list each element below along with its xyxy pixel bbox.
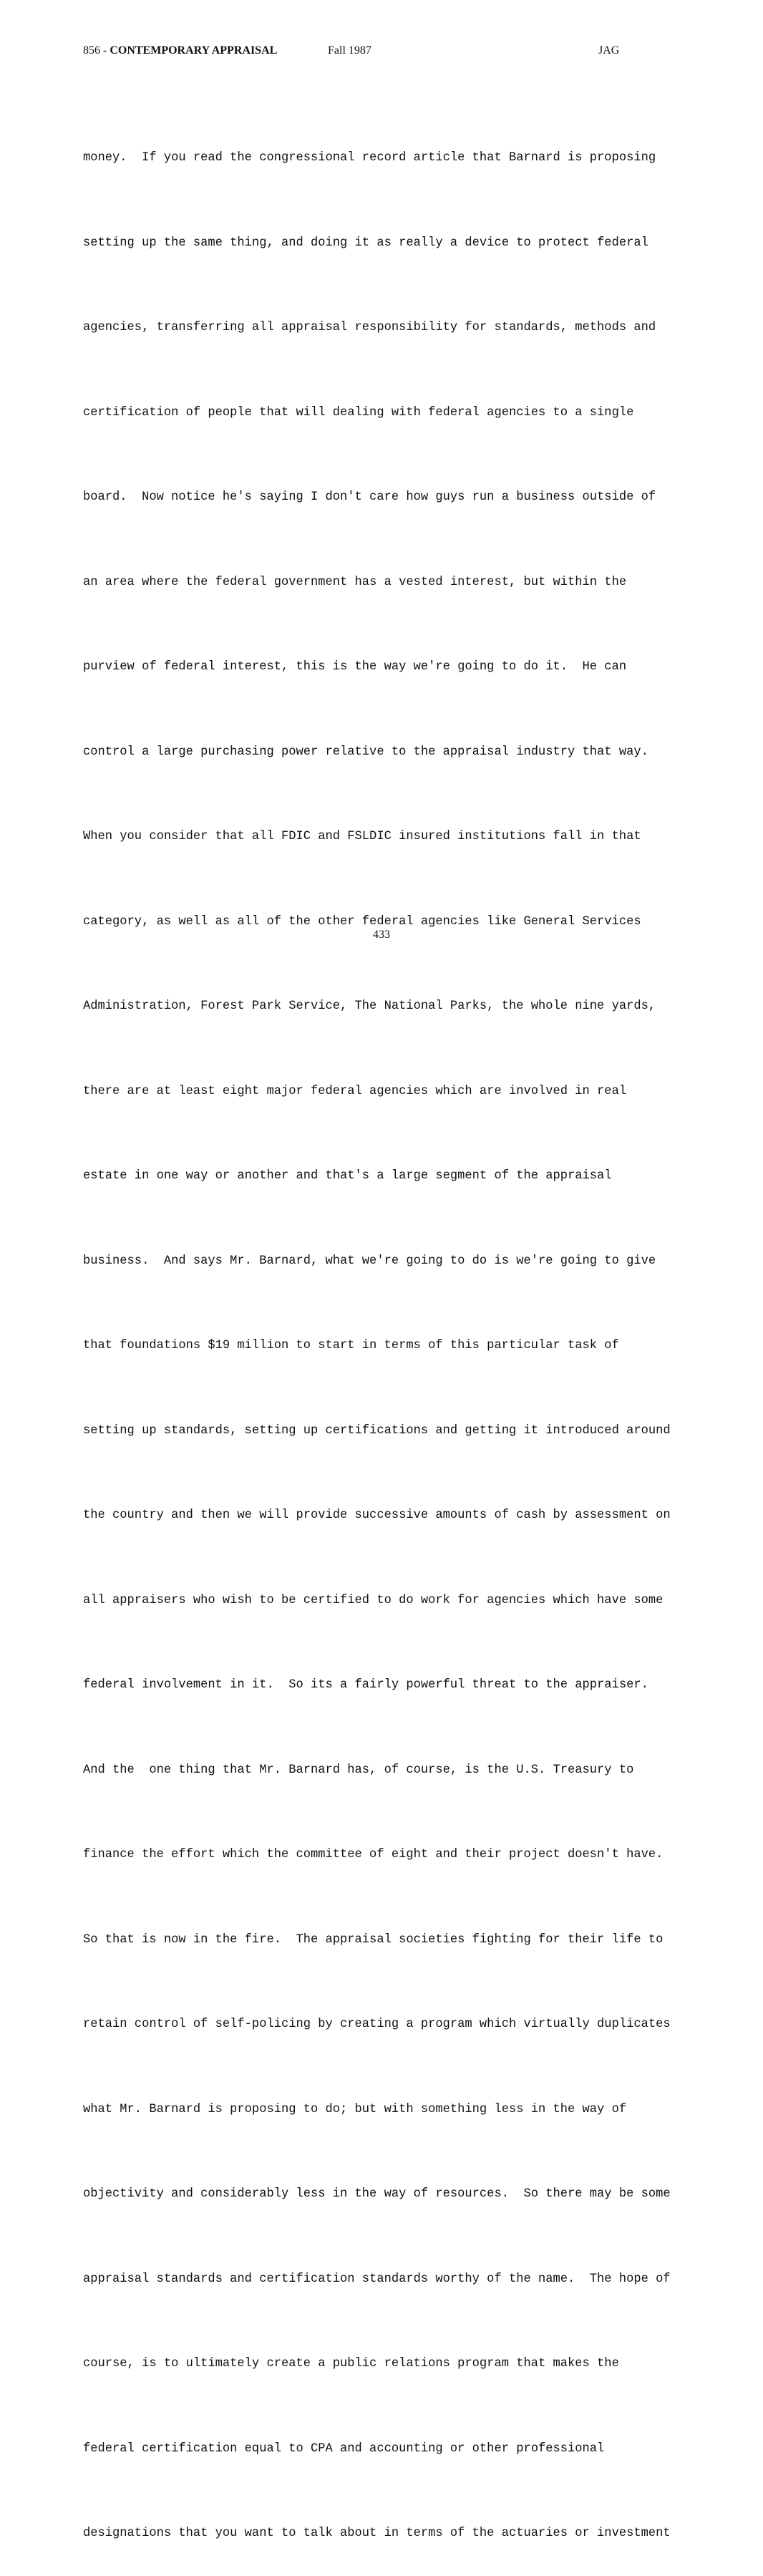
- text-line: agencies, transferring all appraisal responsibility for standards, methods and: [83, 321, 656, 334]
- text-line: there are at least eight major federal agencies which are involved in real: [83, 1084, 627, 1098]
- text-line: what Mr. Barnard is proposing to do; but with something less in the way of: [83, 2102, 627, 2116]
- text-line: business. And says Mr. Barnard, what we're going to do is we're going to give: [83, 1254, 656, 1268]
- running-header: [0, 44, 763, 62]
- text-line: finance the effort which the committee of eight and their project doesn't have.: [83, 1848, 664, 1861]
- header-season: Fall 1987: [328, 44, 371, 57]
- text-line: objectivity and considerably less in the way of resources. So there may be some: [83, 2187, 671, 2201]
- text-line: all appraisers who wish to be certified to do work for agencies which have some: [83, 1593, 664, 1607]
- header-publication-title: CONTEMPORARY APPRAISAL: [110, 44, 278, 57]
- text-line: purview of federal interest, this is the way we're going to do it. He can: [83, 660, 627, 674]
- text-line: certification of people that will dealing with federal agencies to a single: [83, 405, 634, 420]
- text-line: setting up the same thing, and doing it as really a device to protect federal: [83, 236, 648, 250]
- header-initials: JAG: [598, 44, 620, 57]
- text-line: course, is to ultimately create a public relations program that makes the: [83, 2357, 619, 2371]
- text-line: retain control of self-policing by creating a program which virtually duplicates: [83, 2018, 671, 2031]
- text-line: control a large purchasing power relative to the appraisal industry that way.: [83, 745, 648, 759]
- text-line: designations that you want to talk about in terms of the actuaries or investment: [83, 2527, 671, 2540]
- header-left: [83, 44, 277, 57]
- text-line: setting up standards, setting up certifications and getting it introduced around: [83, 1423, 671, 1438]
- text-line: an area where the federal government has a vested interest, but within the: [83, 575, 627, 589]
- text-line: And the one thing that Mr. Barnard has, of course, is the U.S. Treasury to: [83, 1763, 634, 1777]
- header-page-ref: 856 -: [83, 44, 110, 57]
- text-line: that foundations $19 million to start in terms of this particular task of: [83, 1339, 619, 1352]
- transcript-body: [83, 87, 699, 2576]
- text-line: Administration, Forest Park Service, The National Parks, the whole nine yards,: [83, 999, 656, 1013]
- text-line: federal involvement in it. So its a fairly powerful threat to the appraiser.: [83, 1678, 648, 1692]
- text-line: federal certification equal to CPA and accounting or other professional: [83, 2441, 605, 2456]
- text-line: the country and then we will provide successive amounts of cash by assessment on: [83, 1509, 671, 1522]
- text-line: estate in one way or another and that's a large segment of the appraisal: [83, 1169, 612, 1183]
- text-line: category, as well as all of the other federal agencies like General Services: [83, 914, 641, 929]
- text-line: board. Now notice he's saying I don't care how guys run a business outside of: [83, 490, 656, 504]
- page-number: 433: [373, 929, 390, 941]
- text-line: So that is now in the fire. The appraisal societies fighting for their life to: [83, 1932, 664, 1947]
- text-line: money. If you read the congressional record article that Barnard is proposing: [83, 151, 656, 165]
- text-line: appraisal standards and certification standards worthy of the name. The hope of: [83, 2272, 671, 2286]
- text-line: When you consider that all FDIC and FSLDIC insured institutions fall in that: [83, 830, 641, 843]
